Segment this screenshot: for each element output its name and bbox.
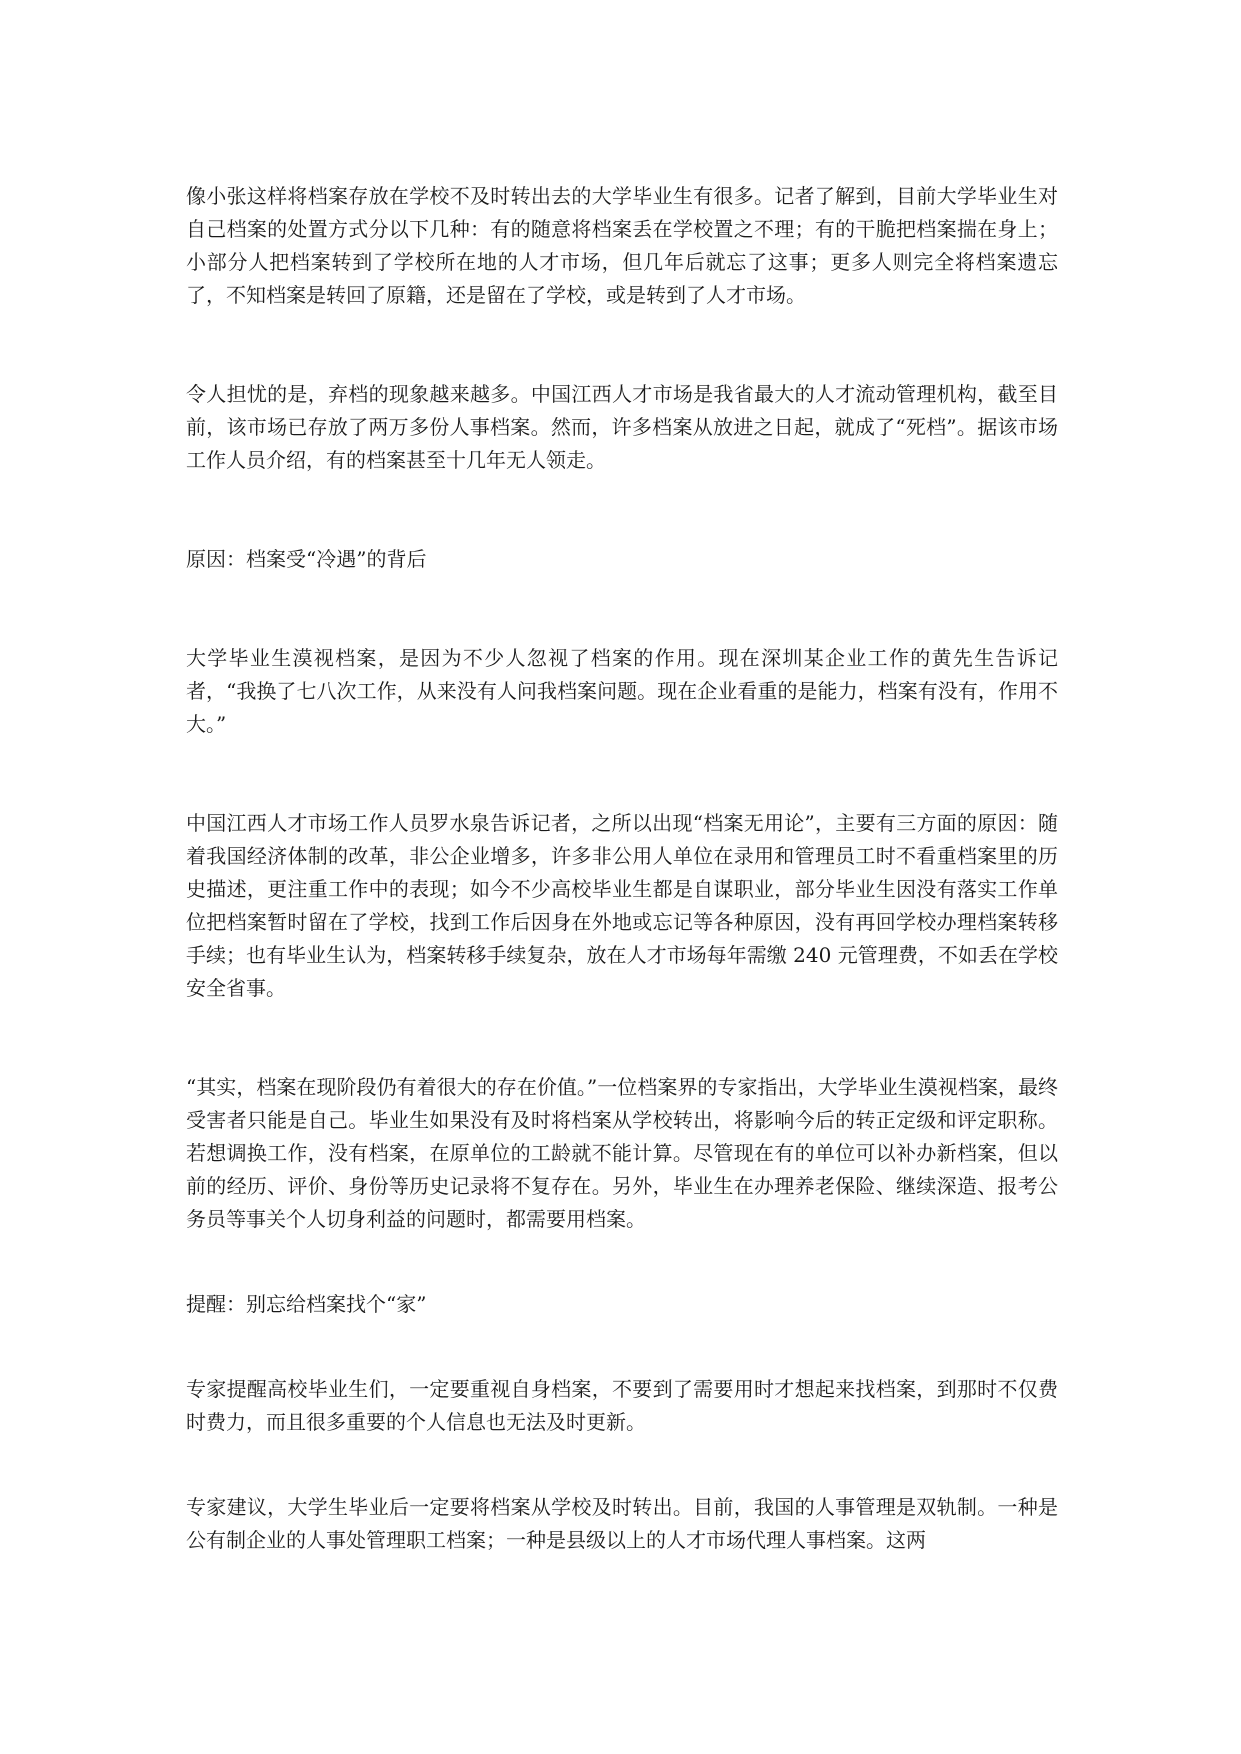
paragraph-6: 专家提醒高校毕业生们，一定要重视自身档案，不要到了需要用时才想起来找档案，到那时不仅费时费力，而且很多重要的个人信息也无法及时更新。 bbox=[186, 1377, 1058, 1434]
paragraph-2: 令人担忧的是，弃档的现象越来越多。中国江西人才市场是我省最大的人才流动管理机构，截至目前，该市场已存放了两万多份人事档案。然而，许多档案从放进之日起，就成了“死档”。据该市场工作人员介绍，有的档案甚至十几年无人领走。 bbox=[186, 382, 1058, 472]
article-body bbox=[186, 180, 1058, 1557]
paragraph-3: 大学毕业生漠视档案，是因为不少人忽视了档案的作用。现在深圳某企业工作的黄先生告诉记者，“我换了七八次工作，从来没有人问我档案问题。现在企业看重的是能力，档案有没有，作用不大。” bbox=[186, 646, 1058, 736]
paragraph-1: 像小张这样将档案存放在学校不及时转出去的大学毕业生有很多。记者了解到，目前大学毕业生对自己档案的处置方式分以下几种：有的随意将档案丢在学校置之不理；有的干脆把档案揣在身上；小部分人把档案转到了学校所在地的人才市场，但几年后就忘了这事；更多人则完全将档案遗忘了，不知档案是转回了原籍，还是留在了学校，或是转到了人才市场。 bbox=[186, 184, 1058, 307]
paragraph-5: “其实，档案在现阶段仍有着很大的存在价值。”一位档案界的专家指出，大学毕业生漠视档案，最终受害者只能是自己。毕业生如果没有及时将档案从学校转出，将影响今后的转正定级和评定职称。若想调换工作，没有档案，在原单位的工龄就不能计算。尽管现在有的单位可以补办新档案，但以前的经历、评价、身份等历史记录将不复存在。另外，毕业生在办理养老保险、继续深造、报考公务员等事关个人切身利益的问题时，都需要用档案。 bbox=[186, 1075, 1058, 1231]
section-heading-reasons: 原因：档案受“冷遇”的背后 bbox=[186, 547, 427, 571]
paragraph-7: 专家建议，大学生毕业后一定要将档案从学校及时转出。目前，我国的人事管理是双轨制。一种是公有制企业的人事处管理职工档案；一种是县级以上的人才市场代理人事档案。这两 bbox=[186, 1495, 1058, 1552]
paragraph-4: 中国江西人才市场工作人员罗水泉告诉记者，之所以出现“档案无用论”，主要有三方面的原因：随着我国经济体制的改革，非公企业增多，许多非公用人单位在录用和管理员工时不看重档案里的历史描述，更注重工作中的表现；如今不少高校毕业生都是自谋职业，部分毕业生因没有落实工作单位把档案暂时留在了学校，找到工作后因身在外地或忘记等各种原因，没有再回学校办理档案转移手续；也有毕业生认为，档案转移手续复杂，放在人才市场每年需缴 240 元管理费，不如丢在学校安全省事。 bbox=[186, 811, 1058, 1000]
section-heading-reminder: 提醒：别忘给档案找个“家” bbox=[186, 1292, 427, 1316]
